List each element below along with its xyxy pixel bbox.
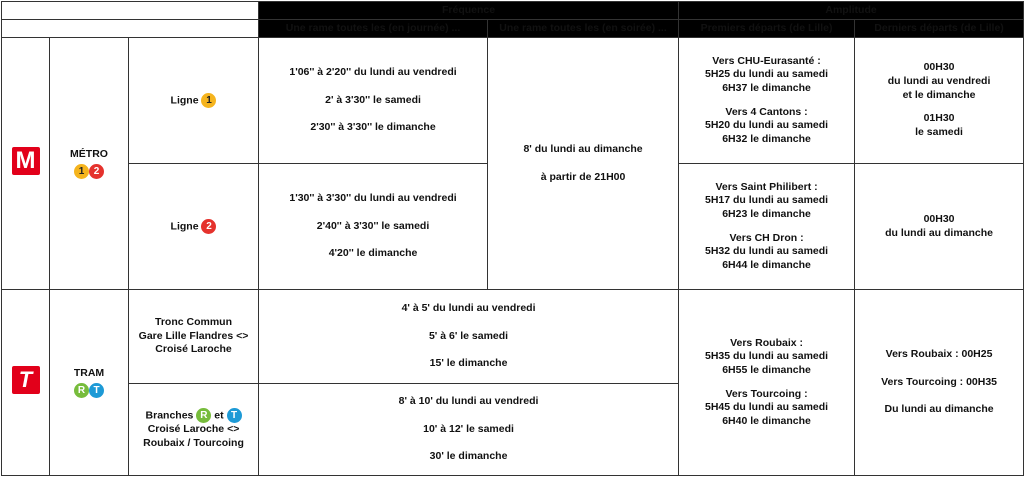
header-col-soiree: Une rame toutes les (en soirée) ... xyxy=(488,20,679,38)
line2-badge-icon: 2 xyxy=(201,219,216,234)
header-col-derniers: Derniers départs (de Lille) xyxy=(855,20,1024,38)
metro-line2-journee-1: 2'40'' à 3'30'' le samedi xyxy=(316,219,430,232)
metro-line1-premiers-b-1: 5H20 du lundi au samedi xyxy=(704,119,829,132)
tram-premiers-a-0: Vers Roubaix : xyxy=(730,336,804,349)
metro-line2-label: Ligne xyxy=(170,220,199,233)
tram-branches-label-1: Croisé Laroche <> xyxy=(147,423,240,436)
metro-line1-premiers-a-2: 6H37 le dimanche xyxy=(722,81,811,94)
tram-premiers xyxy=(679,290,855,476)
tram-branches-frequence-0: 8' à 10' du lundi au vendredi xyxy=(398,395,539,408)
metro-line1-journee-1: 2' à 3'30'' le samedi xyxy=(325,93,421,106)
tram-derniers xyxy=(855,290,1024,476)
tram-derniers-1: Vers Tourcoing : 00H35 xyxy=(881,375,998,388)
metro-line1-premiers-a-1: 5H25 du lundi au samedi xyxy=(704,68,829,81)
metro-line2-label-cell xyxy=(129,164,259,290)
metro-line2-journee-0: 1'30'' à 3'30'' du lundi au vendredi xyxy=(289,192,457,205)
header-row-top xyxy=(2,2,1024,20)
metro-line1-derniers-3: 01H30 xyxy=(923,112,955,125)
tram-branches-label-and: et xyxy=(214,409,224,422)
metro-soiree-0: 8' du lundi au dimanche xyxy=(523,142,643,155)
metro-line1-premiers-a-0: Vers CHU-Eurasanté : xyxy=(712,54,821,67)
tram-branches-label-start: Branches xyxy=(145,409,194,422)
tram-mode-cell xyxy=(50,290,129,476)
metro-line1-premiers xyxy=(679,38,855,164)
tram-branches-frequence-2: 30' le dimanche xyxy=(429,450,508,463)
tram-mode-name: TRAM xyxy=(73,366,105,379)
tram-tronc-frequence-2: 15' le dimanche xyxy=(429,357,508,370)
tram-tronc-frequence-0: 4' à 5' du lundi au vendredi xyxy=(401,302,536,315)
metro-line1-derniers-0: 00H30 xyxy=(923,61,955,74)
metro-line1-journee xyxy=(259,38,488,164)
schedule-table xyxy=(1,1,1024,476)
metro-line1-label-cell xyxy=(129,38,259,164)
metro-line1-derniers-2: et le dimanche xyxy=(902,88,976,101)
header-col-premiers: Premiers départs (de Lille) xyxy=(679,20,855,38)
tram-premiers-b-2: 6H40 le dimanche xyxy=(722,414,811,427)
tram-tronc-frequence xyxy=(259,290,679,384)
tram-branches-frequence-1: 10' à 12' le samedi xyxy=(423,422,514,435)
tram-premiers-a-1: 5H35 du lundi au samedi xyxy=(704,350,829,363)
metro-line2-premiers-a-1: 5H17 du lundi au samedi xyxy=(704,194,829,207)
tram-tronc-label-0: Tronc Commun xyxy=(155,316,233,329)
tram-branches-frequence xyxy=(259,384,679,476)
tram-premiers-a-2: 6H55 le dimanche xyxy=(722,363,811,376)
metro-line1-premiers-b-2: 6H32 le dimanche xyxy=(722,132,811,145)
metro-line1-journee-0: 1'06'' à 2'20'' du lundi au vendredi xyxy=(289,66,457,79)
tram-r-badge-icon: R xyxy=(196,408,211,423)
metro-logo-cell xyxy=(2,38,50,290)
metro-line2-premiers-b-0: Vers CH Dron : xyxy=(729,231,804,244)
header-amplitude: Amplitude xyxy=(679,2,1024,20)
tram-logo-cell xyxy=(2,290,50,476)
metro-line2-journee-2: 4'20'' le dimanche xyxy=(328,247,418,260)
tram-derniers-0: Vers Roubaix : 00H25 xyxy=(885,348,993,361)
metro-line2-derniers-1: du lundi au dimanche xyxy=(885,226,994,239)
header-blank xyxy=(2,2,259,20)
header-blank-2 xyxy=(2,20,259,38)
tram-branches-label xyxy=(129,384,259,476)
tram-tronc-label-2: Croisé Laroche xyxy=(155,343,232,356)
metro-line1-derniers-1: du lundi au vendredi xyxy=(887,75,991,88)
tram-tronc-label-1: Gare Lille Flandres <> xyxy=(138,329,249,342)
tram-derniers-2: Du lundi au dimanche xyxy=(884,403,994,416)
tram-tronc-label xyxy=(129,290,259,384)
metro-line2-premiers xyxy=(679,164,855,290)
metro-line2-premiers-a-0: Vers Saint Philibert : xyxy=(715,180,818,193)
tram-premiers-b-1: 5H45 du lundi au samedi xyxy=(704,401,829,414)
line1-badge-icon: 1 xyxy=(74,164,89,179)
metro-line2-premiers-b-2: 6H44 le dimanche xyxy=(722,258,811,271)
metro-line2-journee xyxy=(259,164,488,290)
tram-branches-label-line0 xyxy=(131,408,256,423)
tram-r-badge-icon: R xyxy=(74,383,89,398)
metro-line2-premiers-a-2: 6H23 le dimanche xyxy=(722,207,811,220)
metro-line1-premiers-b-0: Vers 4 Cantons : xyxy=(725,105,808,118)
metro-line2-premiers-b-1: 5H32 du lundi au samedi xyxy=(704,245,829,258)
metro-line2-derniers-0: 00H30 xyxy=(923,212,955,225)
tram-t-logo-icon: T xyxy=(12,366,40,394)
line2-badge-icon: 2 xyxy=(89,164,104,179)
metro-line1-derniers xyxy=(855,38,1024,164)
tram-premiers-b-0: Vers Tourcoing : xyxy=(725,387,808,400)
header-row-sub xyxy=(2,20,1024,38)
metro-mode-name: MÉTRO xyxy=(70,147,108,160)
metro-m-logo-icon: M xyxy=(12,147,40,175)
tram-tronc-row xyxy=(2,290,1024,384)
metro-line1-journee-2: 2'30'' à 3'30'' le dimanche xyxy=(310,121,436,134)
metro-line1-derniers-4: le samedi xyxy=(915,125,963,138)
tram-tronc-frequence-1: 5' à 6' le samedi xyxy=(428,329,509,342)
header-frequence: Fréquence xyxy=(259,2,679,20)
tram-t-badge-icon: T xyxy=(227,408,242,423)
tram-branches-label-2: Roubaix / Tourcoing xyxy=(143,437,244,449)
header-col-journee: Une rame toutes les (en journée) ... xyxy=(259,20,488,38)
tram-t-badge-icon: T xyxy=(89,383,104,398)
metro-line1-label: Ligne xyxy=(170,94,199,107)
line1-badge-icon: 1 xyxy=(201,93,216,108)
metro-soiree-1: à partir de 21H00 xyxy=(540,170,626,183)
metro-mode-cell xyxy=(50,38,129,290)
metro-line1-row xyxy=(2,38,1024,164)
metro-soiree-cell xyxy=(488,38,679,290)
metro-line2-derniers xyxy=(855,164,1024,290)
